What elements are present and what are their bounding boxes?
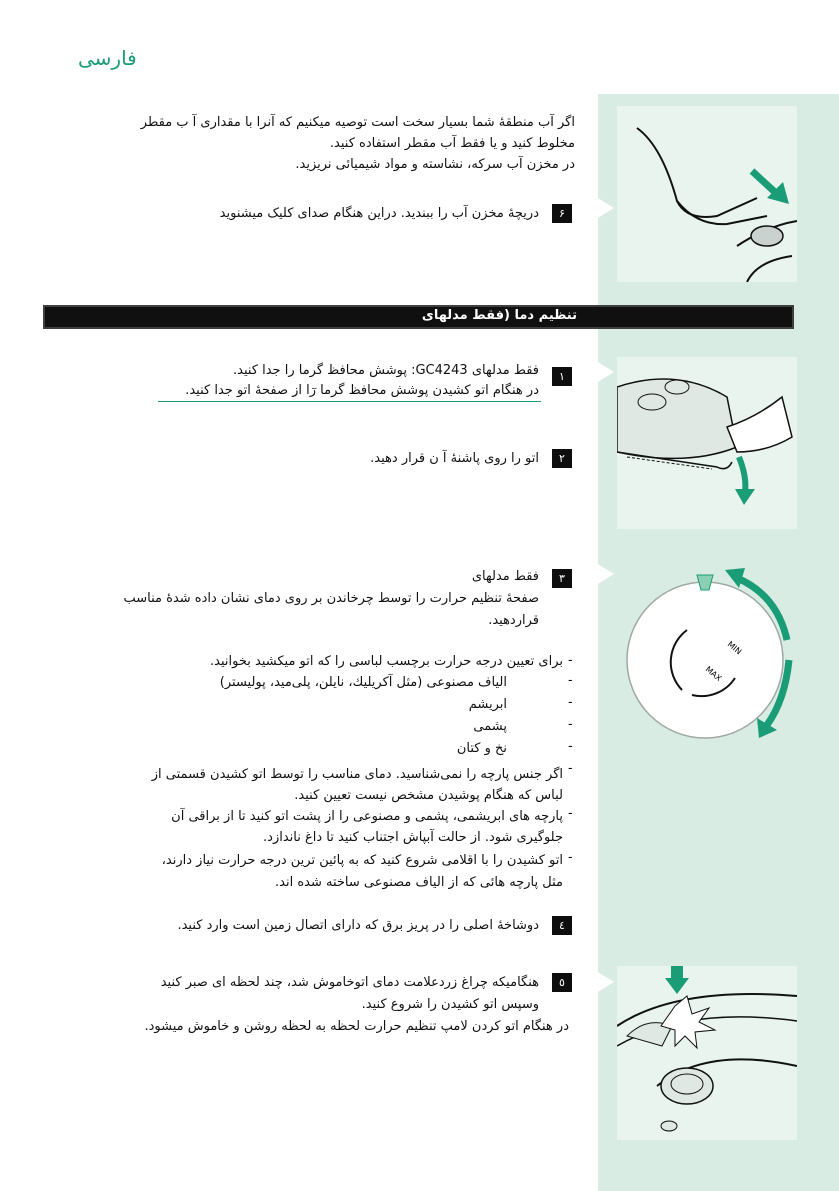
bullet-6-line-2: لباس که هنگام پوشیدن مشخص نیست تعیین کنید.: [294, 788, 563, 803]
step-number-4: ٤: [552, 916, 572, 935]
bullet-4: پشمی: [473, 719, 507, 734]
bullet-8-line-2: مثل پارچه هائی که از الیاف مصنوعی ساخته شده اند.: [275, 875, 563, 890]
pointer-tab: [598, 564, 614, 584]
step-6-text: دریچهٔ مخزن آب را ببندید. دراین هنگام صدای کلیک میشنوید: [219, 206, 539, 221]
step-4-text: دوشاخهٔ اصلی را در پریز برق که دارای اتصال زمین است وارد کنید.: [177, 918, 539, 933]
step-number-5: ٥: [552, 973, 572, 992]
step-number-1: ۱: [552, 367, 572, 386]
step-number-6: ۶: [552, 204, 572, 223]
step-3-line-2: صفحهٔ تنظیم حرارت را توسط چرخاندن بر روی دمای نشان داده شدهٔ مناسب: [123, 591, 539, 606]
step-number-3: ۳: [552, 569, 572, 588]
bullet-3: ابریشم: [468, 697, 507, 712]
bullet-7-line-2: جلوگیری شود. از حالت آبپاش اجتناب کنید تا داغ ناندازد.: [263, 830, 563, 845]
illustration-heat-cover: [617, 357, 797, 529]
section-title: تنظیم دما (فقط مدلهای: [421, 308, 577, 323]
step-5-line-3: در هنگام اتو کردن لامپ تنظیم حرارت لحظه به لحظه روشن و خاموش میشود.: [144, 1019, 569, 1034]
intro-line-1: اگر آب منطقهٔ شما بسیار سخت است توصیه میکنیم که آنرا با مقداری آ ب مقطر: [140, 115, 575, 130]
pointer-tab: [598, 362, 614, 382]
bullet-2: الیاف مصنوعی (مثل آکریلیك، نایلن، پلی‌مید، پولیستر): [219, 675, 507, 690]
illustration-water-tank: [617, 106, 797, 282]
language-label: فارسی: [78, 46, 137, 70]
step-3-line-1: فقط مدلهای: [471, 569, 539, 584]
bullet-7-line-1: پارچه های ابریشمی، پشمی و مصنوعی را از پشت اتو کنید تا از براقی آن: [171, 809, 563, 824]
bullet-6-line-1: اگر جنس پارچه را نمی‌شناسید. دمای مناسب را توسط اتو کشیدن قسمتی از: [151, 767, 563, 782]
bullet-1: برای تعیین درجه حرارت برچسب لباسی را که اتو میکشید بخوانید.: [210, 654, 563, 669]
step-2-text: اتو را روی پاشنهٔ آ ن قرار دهید.: [370, 451, 539, 466]
dial-max-label: MAX: [703, 664, 724, 684]
intro-line-2: مخلوط کنید و یا فقط آب مقطر استفاده کنید.: [329, 136, 575, 151]
illustration-temperature-dial: [617, 560, 797, 740]
step-3-line-3: قراردهید.: [488, 613, 539, 628]
pointer-tab: [598, 198, 614, 218]
section-title-bar: [43, 305, 794, 329]
illustration-temperature-light: [617, 966, 797, 1140]
bullet-5: نخ و کتان: [456, 741, 507, 756]
step-1-line-1: فقط مدلهای GC4243: پوشش محافظ گرما را جدا کنید.: [232, 363, 539, 378]
pointer-tab: [598, 972, 614, 992]
dial-min-label: MIN: [725, 639, 744, 657]
intro-line-3: در مخزن آب سرکه، نشاسته و مواد شیمیائی نریزید.: [295, 157, 575, 172]
step-number-2: ۲: [552, 449, 572, 468]
underline: [158, 401, 541, 402]
step-5-line-2: وسپس اتو کشیدن را شروع کنید.: [361, 997, 539, 1012]
bullet-8-line-1: اتو کشیدن را با اقلامی شروع کنید که به پائین ترین درجه حرارت نیاز دارند،: [161, 853, 563, 868]
step-1-line-2: در هنگام اتو کشیدن پوشش محافظ گرما رٓا از صفحهٔ اتو جدا کنید.: [185, 383, 539, 398]
step-5-line-1: هنگامیکه چراغ زردعلامت دمای اتوخاموش شد، چند لحظه ای صبر کنید: [160, 975, 539, 990]
